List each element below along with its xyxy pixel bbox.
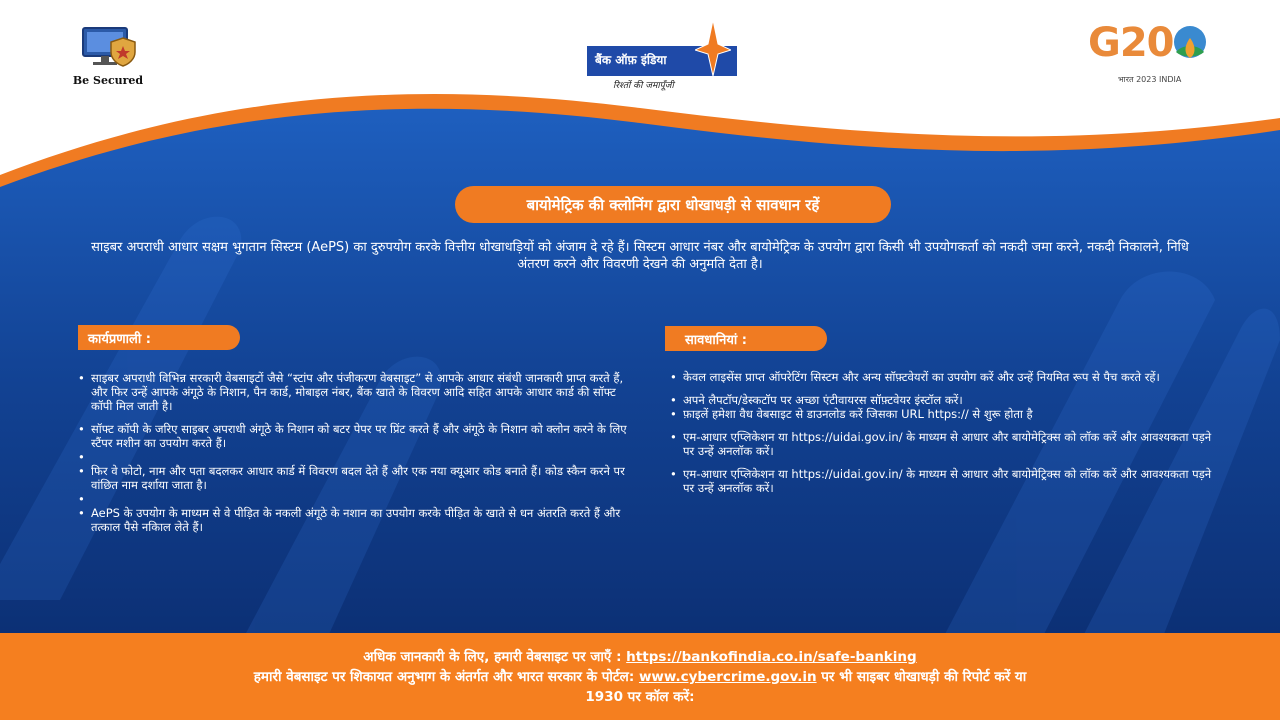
- precautions-heading: सावधानियां :: [665, 326, 827, 351]
- g20-text: G20: [1088, 20, 1174, 66]
- list-item: • केवल लाइसेंस प्राप्त ऑपरेटिंग सिस्टम और अन्य सॉफ़्टवेयरों का उपयोग करें और उन्हें नियमित रूप से पैच करते रहें।: [670, 370, 1215, 384]
- list-item: • एम-आधार एप्लिकेशन या https://uidai.gov.in/ के माध्यम से आधार और बायोमेट्रिक्स को लॉक करें और आवश्यकता पड़ने पर उन्हें अनलॉक करें।: [670, 430, 1215, 458]
- be-secured-label: Be Secured: [72, 74, 144, 87]
- footer-line-1: [0, 647, 1280, 667]
- intro-paragraph: साइबर अपराधी आधार सक्षम भुगतान सिस्टम (AePS) का दुरुपयोग करके वित्तीय धोखाधड़ियों को अंजाम दे रहे हैं। सिस्टम आधार नंबर और बायोमेट्रिक के उपयोग द्वारा किसी भी उपयोगकर्ता को नकदी जमा करने, नकदी निकालने, निधि अंतरण करने और विवरणी देखने की अनुमति देता है।: [91, 240, 1189, 272]
- bank-name: बैंक ऑफ़ इंडिया: [595, 53, 667, 67]
- footer-text: अधिक जानकारी के लिए, हमारी वेबसाइट पर जाएँ :: [363, 649, 627, 665]
- list-item-empty: [78, 492, 628, 506]
- page-title: बायोमेट्रिक की क्लोनिंग द्वारा धोखाधड़ी से सावधान रहें: [455, 186, 891, 223]
- footer: [0, 633, 1280, 720]
- bank-tagline: रिश्तों की जमापूँजी: [613, 81, 674, 91]
- list-item: • एम-आधार एप्लिकेशन या https://uidai.gov.in/ के माध्यम से आधार और बायोमेट्रिक्स को लॉक करें और आवश्यकता पड़ने पर उन्हें अनलॉक करें।: [670, 467, 1215, 495]
- footer-line-2: [0, 667, 1280, 687]
- list-item: • फ़ाइलें हमेशा वैध वेबसाइट से डाउनलोड करें जिसका URL https:// से शुरू होता है: [670, 407, 1215, 421]
- monitor-shield-icon: [77, 24, 139, 68]
- list-item: • AePS के उपयोग के माध्यम से वे पीड़ित के नकली अंगूठे के नशान का उपयोग करके पीड़ित के खाते से धन अंतरति करते हैं और तत्काल पैसे नकिाल लेते हैं।: [78, 506, 628, 534]
- modus-operandi-list: [78, 371, 628, 534]
- be-secured-logo: [72, 24, 144, 87]
- list-item-empty: [78, 450, 628, 464]
- list-item: • अपने लैपटॉप/डेस्कटॉप पर अच्छा एंटीवायरस सॉफ़्टवेयर इंस्टॉल करें।: [670, 393, 1215, 407]
- footer-line-3: 1930 पर कॉल करें:: [585, 689, 695, 705]
- g20-subtitle: भारत 2023 INDIA: [1118, 75, 1182, 84]
- modus-operandi-heading: कार्यप्रणाली :: [78, 325, 240, 350]
- list-item: • सॉफ्ट कॉपी के जरिए साइबर अपराधी अंगूठे के निशान को बटर पेपर पर प्रिंट करते हैं और अंगूठे के निशान को क्लोन करने के लिए स्टैंपर मशीन का उपयोग करते हैं।: [78, 422, 628, 450]
- safe-banking-link[interactable]: https://bankofindia.co.in/safe-banking: [626, 649, 917, 665]
- list-item: • फिर वे फोटो, नाम और पता बदलकर आधार कार्ड में विवरण बदल देते हैं और एक नया क्यूआर कोड बनाते हैं। कोड स्कैन करने पर वांछित नाम दर्शाया जाता है।: [78, 464, 628, 492]
- footer-text: पर भी साइबर धोखाधड़ी की रिपोर्ट करें या: [816, 669, 1027, 685]
- star-emblem-icon: [695, 20, 731, 76]
- list-item: • साइबर अपराधी विभिन्न सरकारी वेबसाइटों जैसे “स्टांप और पंजीकरण वेबसाइट” से आपके आधार संबंधी जानकारी प्राप्त करते हैं, और फिर उन्हें आपके अंगूठे के निशान, पैन कार्ड, मोबाइल नंबर, बैंक खाते के विवरण आदि सहित आपके आधार कार्ड की सॉफ्ट कॉपी मिल जाती है।: [78, 371, 628, 413]
- bank-of-india-logo: [587, 20, 739, 92]
- g20-logo: [1088, 18, 1212, 88]
- precautions-list: [670, 370, 1215, 495]
- cybercrime-portal-link[interactable]: www.cybercrime.gov.in: [638, 669, 817, 685]
- footer-text: हमारी वेबसाइट पर शिकायत अनुभाग के अंतर्गत और भारत सरकार के पोर्टल:: [253, 669, 639, 685]
- lotus-globe-icon: [1170, 22, 1210, 66]
